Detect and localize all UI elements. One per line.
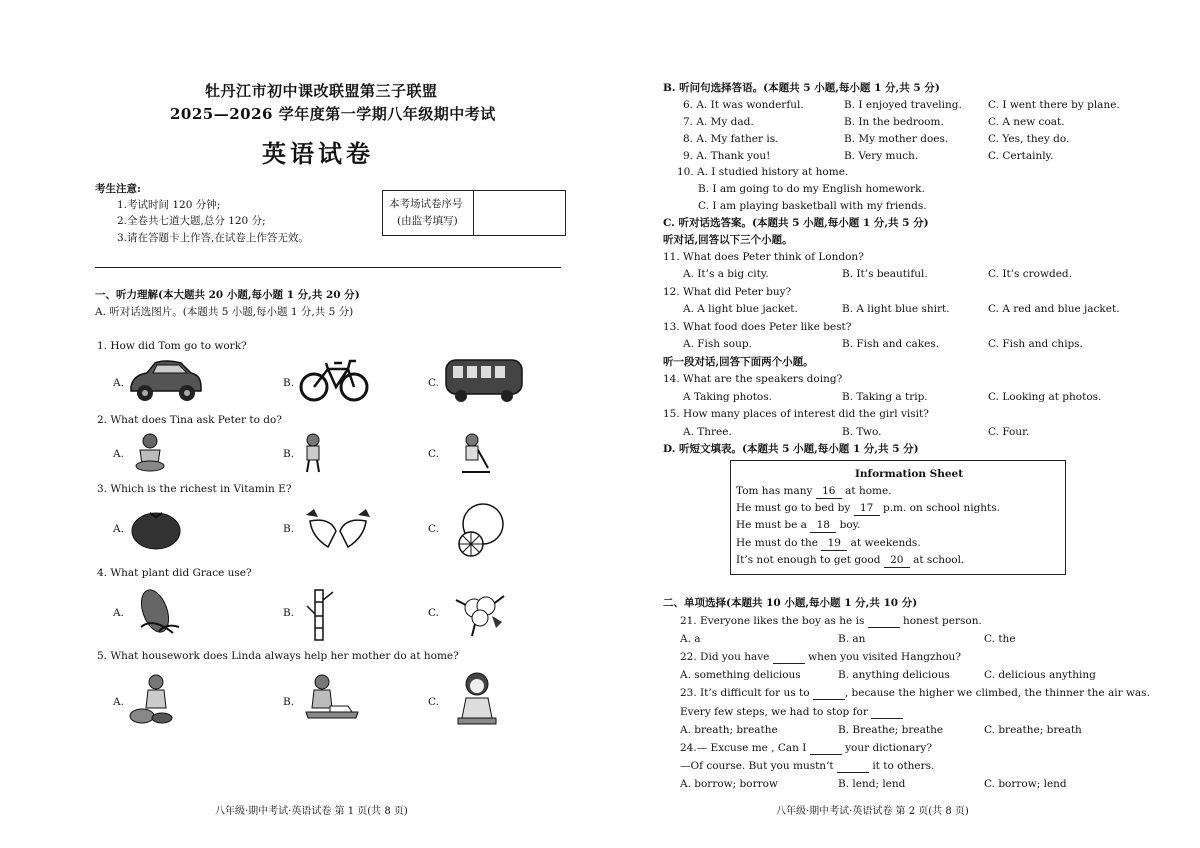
seat-number-box: [382, 190, 566, 236]
question-3: 3. Which is the richest in Vitamin E?: [97, 483, 292, 495]
option-11b: B. It’s beautiful.: [842, 268, 928, 280]
sheet-line-17: He must go to bed by 17 p.m. on school nights.: [736, 502, 1001, 514]
option-label: C.: [428, 523, 439, 535]
boy-icon: [300, 432, 326, 474]
option-13c: C. Fish and chips.: [988, 338, 1083, 350]
header-line-1: 牡丹江市初中课改联盟第三子联盟: [205, 82, 438, 100]
notice-heading: 考生注意:: [95, 183, 141, 195]
question-15: 15. How many places of interest did the girl visit?: [663, 408, 929, 420]
option-24b: B. lend; lend: [838, 778, 906, 790]
option-label: B.: [283, 377, 295, 389]
option-24c: C. borrow; lend: [984, 778, 1067, 790]
radish-icon: [300, 507, 376, 551]
corn-icon: [133, 587, 181, 639]
option-label: B.: [283, 696, 295, 708]
information-sheet: [730, 460, 1066, 575]
bicycle-icon: [298, 357, 370, 403]
notice-item: 2.全卷共七道大题,总分 120 分;: [117, 215, 266, 227]
question-13: 13. What food does Peter like best?: [663, 321, 852, 333]
question-5: 5. What housework does Linda always help her mother do at home?: [97, 650, 459, 662]
option-12a: A. A light blue jacket.: [683, 303, 798, 315]
answer-blank[interactable]: [868, 617, 900, 628]
answer-9c: C. Certainly.: [988, 150, 1054, 162]
sectionD-heading: D. 听短文填表。(本题共 5 小题,每小题 1 分,共 5 分): [663, 443, 919, 455]
option-label: B.: [283, 523, 295, 535]
car-icon: [125, 357, 205, 403]
answer-10b: B. I am going to do my English homework.: [698, 183, 925, 195]
option-label: C.: [428, 607, 439, 619]
question-12: 12. What did Peter buy?: [663, 286, 792, 298]
answer-8c: C. Yes, they do.: [988, 133, 1070, 145]
option-22c: C. delicious anything: [984, 669, 1096, 681]
option-label: A.: [113, 523, 124, 535]
orange-icon: [453, 500, 507, 560]
sheet-line-18: He must be a 18 boy.: [736, 519, 861, 531]
option-label: B.: [283, 607, 295, 619]
answer-blank[interactable]: [813, 689, 845, 700]
answer-6b: B. I enjoyed traveling.: [844, 99, 962, 111]
question-2: 2. What does Tina ask Peter to do?: [97, 414, 282, 426]
information-sheet-title: Information Sheet: [855, 468, 964, 480]
girl-ironing-icon: [300, 672, 360, 726]
footer-page-1: 八年级·期中考试·英语试卷 第 1 页(共 8 页): [215, 806, 408, 817]
seat-label: 本考场试卷序号: [389, 198, 463, 210]
answer-7c: C. A new coat.: [988, 116, 1065, 128]
option-21c: C. the: [984, 633, 1016, 645]
option-15a: A. Three.: [683, 426, 732, 438]
answer-blank[interactable]: [810, 744, 842, 755]
tomato-icon: [130, 505, 182, 551]
answer-7b: B. In the bedroom.: [844, 116, 944, 128]
answer-blank[interactable]: [837, 762, 869, 773]
question-11: 11. What does Peter think of London?: [663, 251, 864, 263]
sectionB-heading: B. 听问句选择答语。(本题共 5 小题,每小题 1 分,共 5 分): [663, 82, 940, 94]
answer-blank[interactable]: [871, 708, 903, 719]
question-1: 1. How did Tom go to work?: [97, 340, 247, 352]
option-label: A.: [113, 377, 124, 389]
option-11a: A. It’s a big city.: [683, 268, 769, 280]
exam-page-2: [600, 0, 1200, 848]
option-23a: A. breath; breathe: [680, 724, 778, 736]
sheet-line-20: It’s not enough to get good 20 at school.: [736, 554, 965, 566]
answer-10a: 10. A. I studied history at home.: [677, 166, 849, 178]
option-label: A.: [113, 696, 124, 708]
option-23c: C. breathe; breath: [984, 724, 1082, 736]
sheet-line-16: Tom has many 16 at home.: [736, 485, 892, 497]
question-23: 23. It’s difficult for us to , because the higher we climbed, the thinner the air was.: [680, 687, 1150, 699]
option-15b: B. Two.: [842, 426, 882, 438]
option-14b: B. Taking a trip.: [842, 391, 928, 403]
option-21b: B. an: [838, 633, 866, 645]
sheet-line-19: He must do the 19 at weekends.: [736, 537, 921, 549]
question-22: 22. Did you have when you visited Hangzhou?: [680, 651, 961, 663]
sweeping-person-icon: [458, 432, 492, 474]
answer-6a: 6. A. It was wonderful.: [683, 99, 804, 111]
blank-16[interactable]: 16: [816, 485, 842, 499]
option-13a: A. Fish soup.: [683, 338, 752, 350]
question-21: 21. Everyone likes the boy as he is honest person.: [680, 615, 982, 627]
answer-8a: 8. A. My father is.: [683, 133, 779, 145]
header-line-2: 2025—2026 学年度第一学期八年级期中考试: [170, 105, 496, 123]
cotton-plant-icon: [452, 586, 508, 638]
answer-7a: 7. A. My dad.: [683, 116, 754, 128]
question-14: 14. What are the speakers doing?: [663, 373, 843, 385]
option-14a: A Taking photos.: [683, 391, 772, 403]
option-24a: A. borrow; borrow: [680, 778, 778, 790]
sectionC-intro-1: 听对话,回答以下三个小题。: [663, 234, 793, 246]
sectionC-intro-2: 听一段对话,回答下面两个小题。: [663, 356, 814, 368]
question-4: 4. What plant did Grace use?: [97, 567, 252, 579]
option-label: A.: [113, 448, 124, 460]
part1-heading: 一、听力理解(本大题共 20 小题,每小题 1 分,共 20 分): [95, 289, 360, 301]
option-label: C.: [428, 696, 439, 708]
option-13b: B. Fish and cakes.: [842, 338, 940, 350]
blank-19[interactable]: 19: [821, 537, 847, 551]
cooking-person-icon: [132, 432, 168, 472]
divider-line: [95, 267, 561, 268]
option-label: C.: [428, 377, 439, 389]
option-label: A.: [113, 607, 124, 619]
exam-title: 英语试卷: [262, 139, 374, 168]
option-22a: A. something delicious: [680, 669, 801, 681]
question-24: 24.— Excuse me , Can I your dictionary?: [680, 742, 932, 754]
answer-blank[interactable]: [773, 653, 805, 664]
seat-label-sub: (由监考填写): [397, 215, 458, 227]
option-label: B.: [283, 448, 295, 460]
question-23-line-2: Every few steps, we had to stop for: [680, 706, 903, 719]
sectionC-heading: C. 听对话选答案。(本题共 5 小题,每小题 1 分,共 5 分): [663, 217, 929, 229]
option-23b: B. Breathe; breathe: [838, 724, 944, 736]
notice-item: 3.请在答题卡上作答,在试卷上作答无效。: [117, 232, 309, 244]
option-21a: A. a: [680, 633, 701, 645]
bamboo-icon: [305, 586, 335, 642]
answer-10c: C. I am playing basketball with my friends.: [698, 200, 927, 212]
blank-18[interactable]: 18: [810, 519, 836, 533]
seat-box-divider: [473, 191, 474, 235]
option-11c: C. It’s crowded.: [988, 268, 1072, 280]
blank-17[interactable]: 17: [854, 502, 880, 516]
footer-page-2: 八年级·期中考试·英语试卷 第 2 页(共 8 页): [776, 806, 969, 817]
question-24-line-2: —Of course. But you mustn’t it to others.: [680, 760, 935, 772]
bus-icon: [443, 356, 525, 404]
option-15c: C. Four.: [988, 426, 1030, 438]
option-12b: B. A light blue shirt.: [842, 303, 950, 315]
blank-20[interactable]: 20: [884, 554, 910, 568]
option-12c: C. A red and blue jacket.: [988, 303, 1120, 315]
part2-heading: 二、单项选择(本题共 10 小题,每小题 1 分,共 10 分): [663, 597, 918, 609]
option-22b: B. anything delicious: [838, 669, 950, 681]
notice-item: 1.考试时间 120 分钟;: [117, 199, 221, 211]
sectionA-heading: A. 听对话选图片。(本题共 5 小题,每小题 1 分,共 5 分): [95, 306, 354, 318]
option-14c: C. Looking at photos.: [988, 391, 1102, 403]
girl-washing-icon: [128, 672, 174, 726]
answer-6c: C. I went there by plane.: [988, 99, 1120, 111]
option-label: C.: [428, 448, 439, 460]
girl-cleaning-icon: [452, 670, 502, 728]
answer-9a: 9. A. Thank you!: [683, 150, 771, 162]
answer-9b: B. Very much.: [844, 150, 919, 162]
answer-8b: B. My mother does.: [844, 133, 949, 145]
